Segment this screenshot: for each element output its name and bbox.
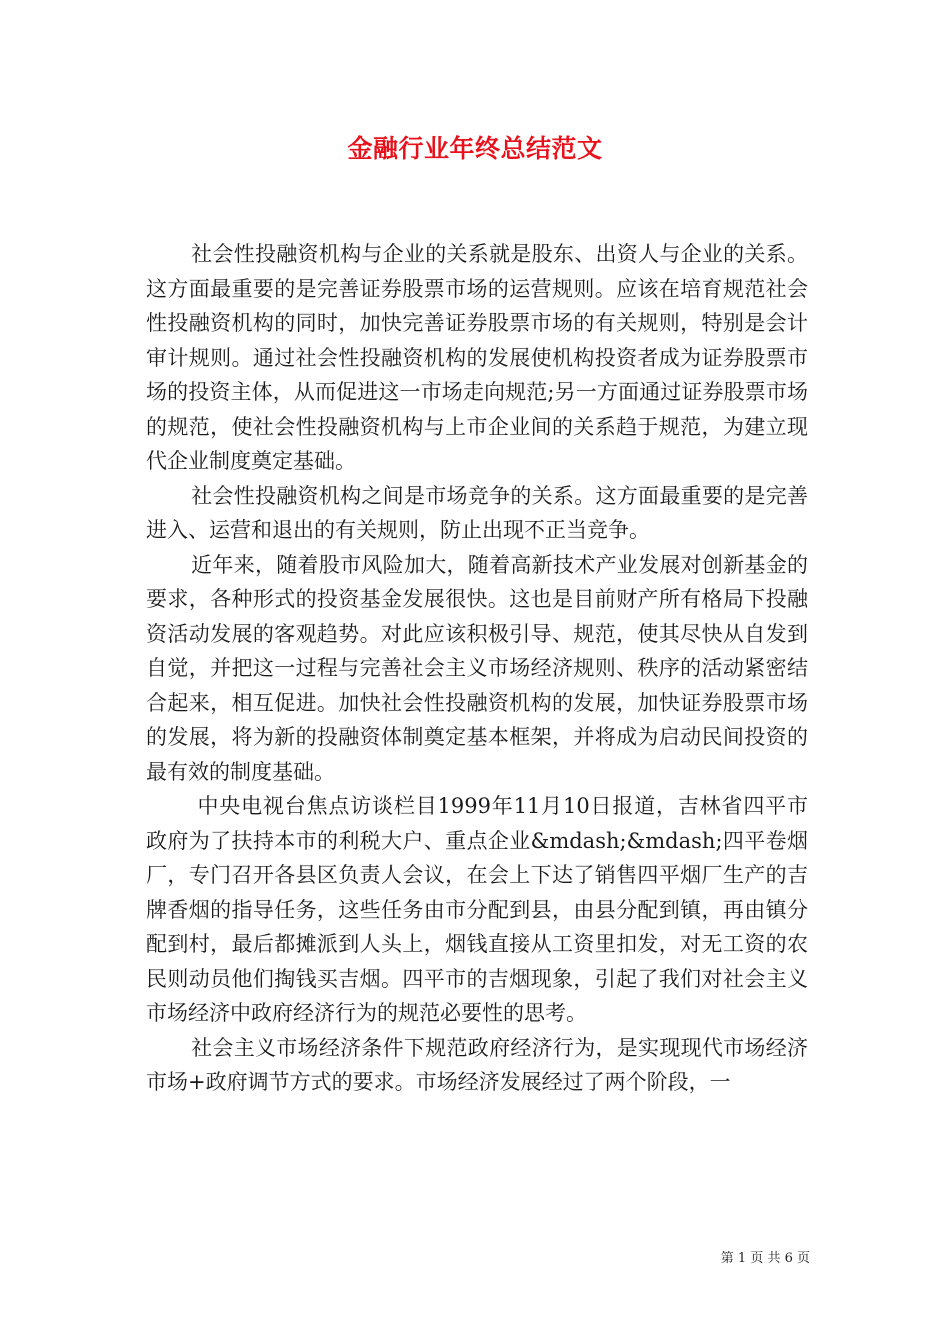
document-title: 金融行业年终总结范文: [347, 134, 603, 163]
paragraph-3: 近年来，随着股市风险加大，随着高新技术产业发展对创新基金的要求，各种形式的投资基金发展很快。这也是目前财产所有格局下投融资活动发展的客观趋势。对此应该积极引导、规范，使其尽快从自发到自觉，并把这一过程与完善社会主义市场经济规则、秩序的活动紧密结合起来，相互促进。加快社会性投融资机构的发展，加快证券股票市场的发展，将为新的投融资体制奠定基本框架，并将成为启动民间投资的最有效的制度基础。: [146, 552, 808, 784]
paragraph-2: 社会性投融资机构之间是市场竞争的关系。这方面最重要的是完善进入、运营和退出的有关规则，防止出现不正当竞争。: [146, 483, 808, 542]
paragraph-4: 中央电视台焦点访谈栏目1999年11月10日报道，吉林省四平市政府为了扶持本市的利税大户、重点企业&mdash;&mdash;四平卷烟厂，专门召开各县区负责人会议，在会上下达了销售四平烟厂生产的吉牌香烟的指导任务，这些任务由市分配到县，由县分配到镇，再由镇分配到村，最后都摊派到人头上，烟钱直接从工资里扣发，对无工资的农民则动员他们掏钱买吉烟。四平市的吉烟现象，引起了我们对社会主义市场经济中政府经济行为的规范必要性的思考。: [146, 794, 808, 1025]
page-number: 第 1 页 共 6 页: [720, 1251, 810, 1266]
paragraph-1: 社会性投融资机构与企业的关系就是股东、出资人与企业的关系。这方面最重要的是完善证券股票市场的运营规则。应该在培育规范社会性投融资机构的同时，加快完善证券股票市场的有关规则，特别是会计审计规则。通过社会性投融资机构的发展使机构投资者成为证券股票市场的投资主体，从而促进这一市场走向规范;另一方面通过证券股票市场的规范，使社会性投融资机构与上市企业间的关系趋于规范，为建立现代企业制度奠定基础。: [146, 242, 808, 473]
paragraph-5: 社会主义市场经济条件下规范政府经济行为，是实现现代市场经济市场+政府调节方式的要求。市场经济发展经过了两个阶段，一: [146, 1035, 808, 1094]
document-body: [146, 237, 808, 1100]
